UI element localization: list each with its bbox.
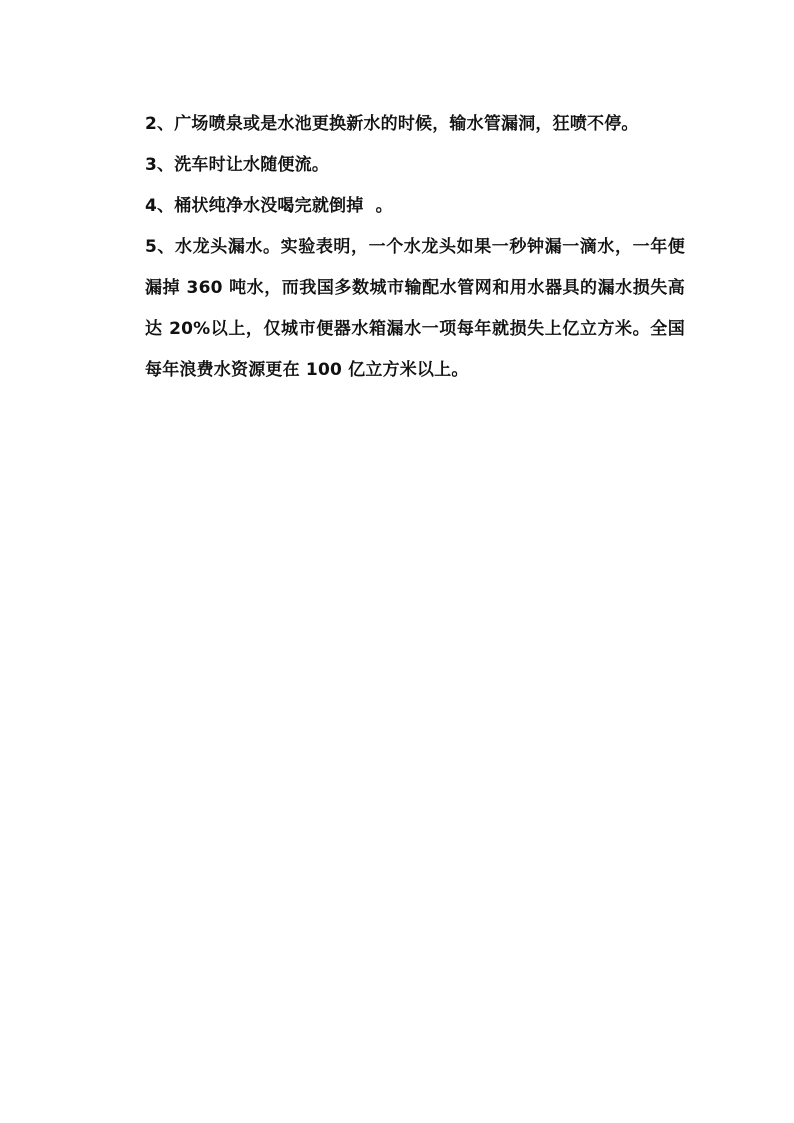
- paragraph-2: 2、广场喷泉或是水池更换新水的时候，输水管漏洞，狂喷不停。: [145, 114, 639, 134]
- paragraph-4: 4、桶状纯净水没喝完就倒掉 。: [145, 196, 393, 216]
- paragraph-5: 5、水龙头漏水。实验表明，一个水龙头如果一秒钟漏一滴水，一年便漏掉 360 吨水，而我国多数城市输配水管网和用水器具的漏水损失高达 20%以上，仅城市便器水箱漏水一项每年就损失上亿立方米。全国每年浪费水资源更在 100 亿立方米以上。: [145, 237, 685, 380]
- document-body: [145, 104, 685, 391]
- paragraph-3: 3、洗车时让水随便流。: [145, 155, 330, 175]
